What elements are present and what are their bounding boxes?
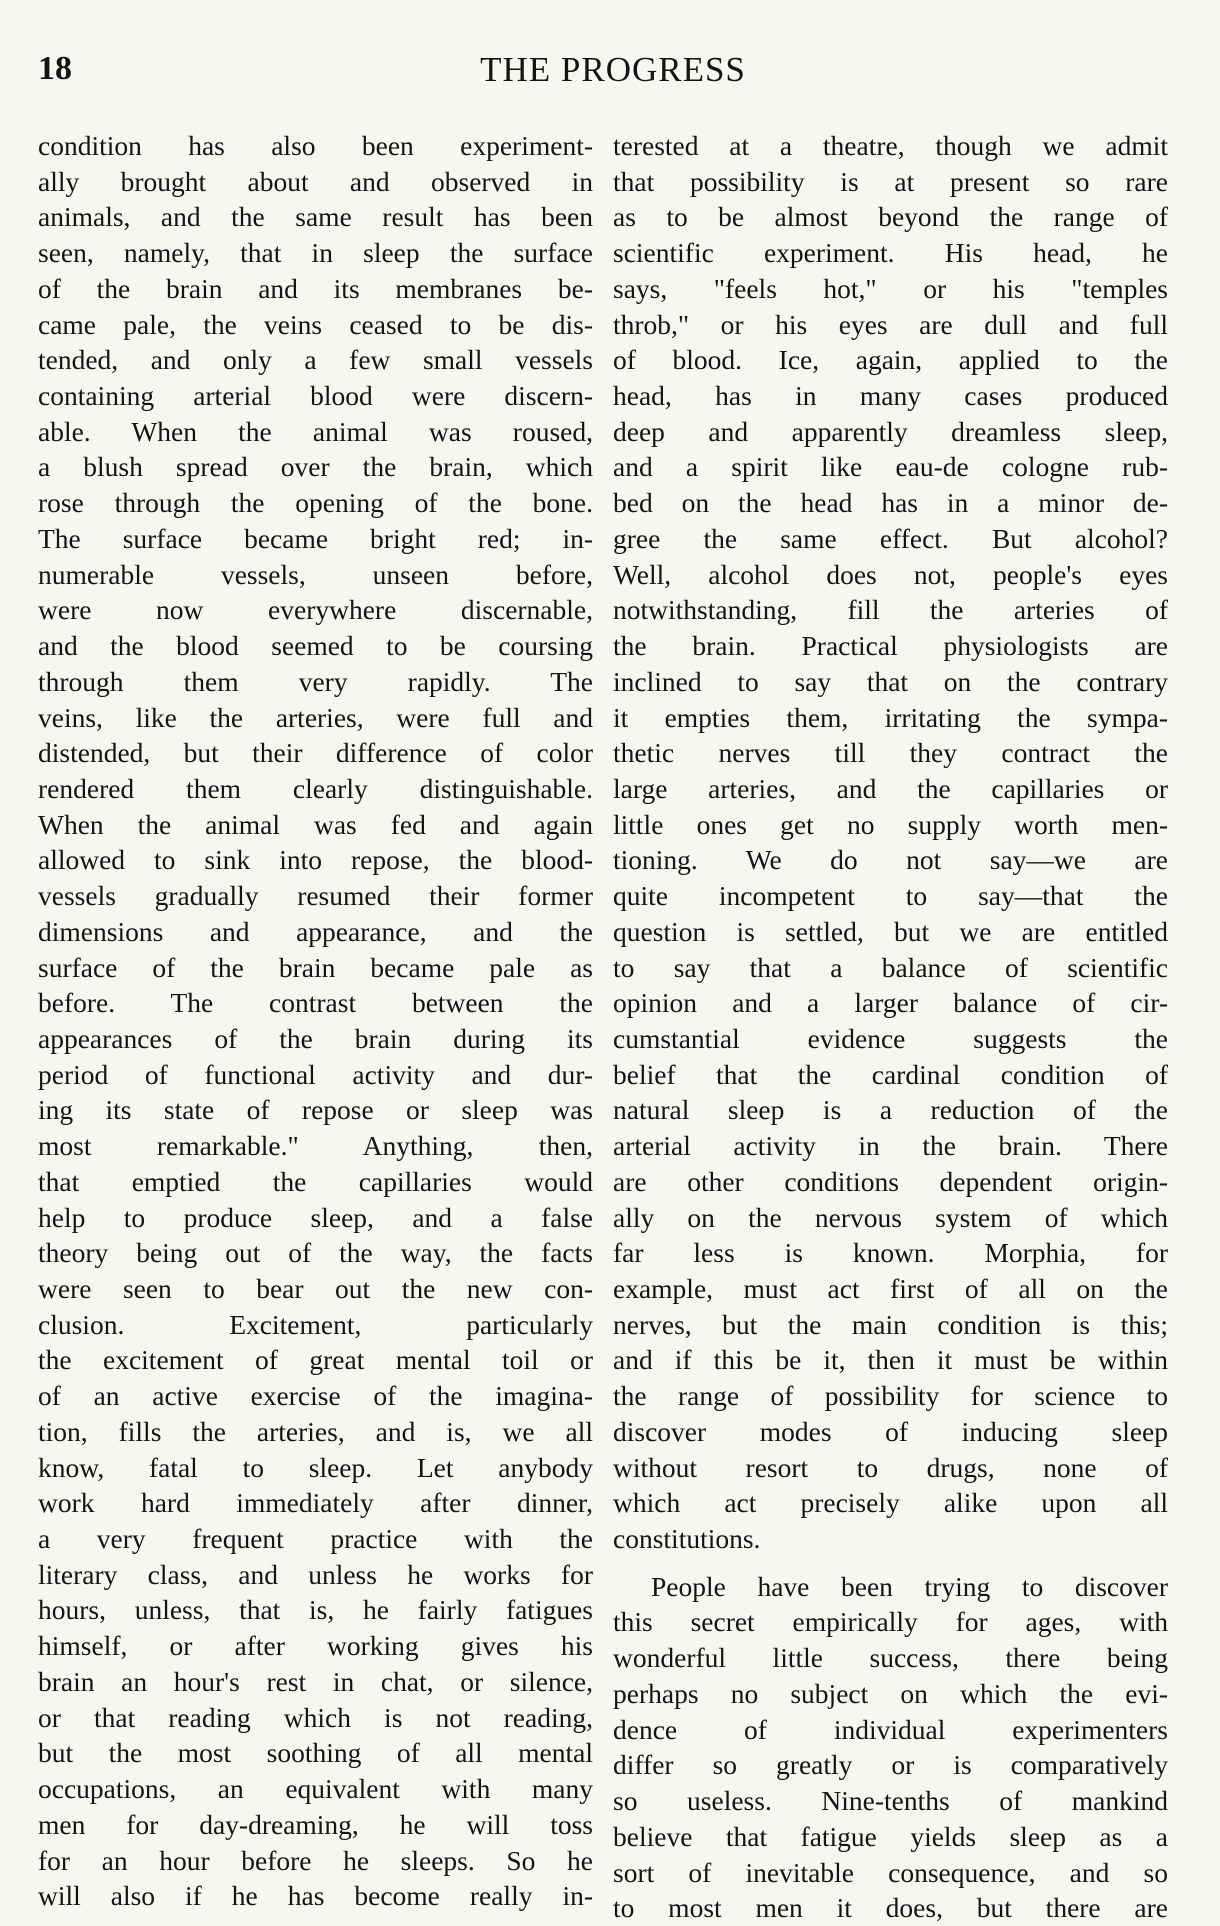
- text-line: vessels gradually resumed their former: [38, 880, 593, 912]
- text-line: tioning. We do not say—we are: [613, 844, 1168, 876]
- text-line: far less is known. Morphia, for: [613, 1237, 1168, 1269]
- text-line: were now everywhere discernable,: [38, 594, 593, 626]
- text-line: wonderful little success, there being: [613, 1642, 1168, 1674]
- text-line: dence of individual experimenters: [613, 1713, 1168, 1745]
- text-line: literary class, and unless he works for: [38, 1558, 593, 1590]
- text-line: condition has also been experiment-: [38, 130, 593, 161]
- text-line: rose through the opening of the bone.: [38, 487, 593, 519]
- text-line: tended, and only a few small vessels: [38, 344, 593, 376]
- page-header: [38, 50, 1188, 98]
- text-line: numerable vessels, unseen before,: [38, 558, 593, 590]
- paragraph-sleep-conditions: [613, 128, 1168, 1557]
- text-line: will also if he has become really in-: [38, 1880, 593, 1912]
- paragraph-gap: [613, 1557, 1168, 1569]
- text-line: as to be almost beyond the range of: [613, 201, 1168, 233]
- text-line: the range of possibility for science to: [613, 1380, 1168, 1412]
- text-line: clusion. Excitement, particularly: [38, 1308, 593, 1340]
- text-line: for an hour before he sleeps. So he: [38, 1844, 593, 1876]
- text-line: terested at a theatre, though we admit: [613, 130, 1168, 161]
- text-line: ing its state of repose or sleep was: [38, 1094, 593, 1126]
- text-line: occupations, an equivalent with many: [38, 1773, 593, 1805]
- text-line: large arteries, and the capillaries or: [613, 772, 1168, 804]
- text-line: discover modes of inducing sleep: [613, 1415, 1168, 1447]
- text-line: himself, or after working gives his: [38, 1630, 593, 1662]
- text-line: or that reading which is not reading,: [38, 1701, 593, 1733]
- text-line: question is settled, but we are entitled: [613, 915, 1168, 947]
- text-line: head, has in many cases produced: [613, 380, 1168, 412]
- text-line: bed on the head has in a minor de-: [613, 487, 1168, 519]
- text-line: example, must act first of all on the: [613, 1273, 1168, 1304]
- text-line: little ones get no supply worth men-: [613, 808, 1168, 840]
- text-line: throb," or his eyes are dull and full: [613, 308, 1168, 340]
- text-line: belief that the cardinal condition of: [613, 1058, 1168, 1090]
- text-line: period of functional activity and dur-: [38, 1058, 593, 1090]
- text-line: perhaps no subject on which the evi-: [613, 1677, 1168, 1709]
- text-line: but the most soothing of all mental: [38, 1737, 593, 1769]
- text-line: nerves, but the main condition is this;: [613, 1308, 1168, 1340]
- text-line: distended, but their difference of color: [38, 737, 593, 769]
- text-line: says, "feels hot," or his "temples: [613, 272, 1168, 304]
- text-line: quite incompetent to say—that the: [613, 880, 1168, 912]
- text-line: and if this be it, then it must be within: [613, 1344, 1168, 1376]
- text-line: ally on the nervous system of which: [613, 1201, 1168, 1233]
- text-line: brain an hour's rest in chat, or silence,: [38, 1665, 593, 1697]
- text-line: able. When the animal was roused,: [38, 415, 593, 447]
- text-line: hours, unless, that is, he fairly fatigues: [38, 1594, 593, 1626]
- text-line: to most men it does, but there are: [613, 1892, 1168, 1924]
- text-line: the brain. Practical physiologists are: [613, 630, 1168, 662]
- text-line: gree the same effect. But alcohol?: [613, 522, 1168, 554]
- text-line: sort of inevitable consequence, and so: [613, 1856, 1168, 1888]
- text-line: were seen to bear out the new con-: [38, 1273, 593, 1304]
- text-line: opinion and a larger balance of cir-: [613, 987, 1168, 1019]
- text-line: The surface became bright red; in-: [38, 522, 593, 554]
- text-line: help to produce sleep, and a false: [38, 1201, 593, 1233]
- text-line: and a spirit like eau-de cologne rub-: [613, 451, 1168, 483]
- text-line: so useless. Nine-tenths of mankind: [613, 1785, 1168, 1817]
- text-line: veins, like the arteries, were full and: [38, 701, 593, 733]
- text-line: natural sleep is a reduction of the: [613, 1094, 1168, 1126]
- text-line: containing arterial blood were discern-: [38, 380, 593, 412]
- text-line: a very frequent practice with the: [38, 1523, 593, 1555]
- text-line: that possibility is at present so rare: [613, 165, 1168, 197]
- text-line: and the blood seemed to be coursing: [38, 630, 593, 662]
- text-line: work hard immediately after dinner,: [38, 1487, 593, 1519]
- text-line: know, fatal to sleep. Let anybody: [38, 1451, 593, 1483]
- text-line: rendered them clearly distinguishable.: [38, 772, 593, 804]
- text-line: which act precisely alike upon all: [613, 1487, 1168, 1519]
- text-line: believe that fatigue yields sleep as a: [613, 1820, 1168, 1852]
- left-text-column: [38, 128, 593, 1914]
- text-line: scientific experiment. His head, he: [613, 237, 1168, 269]
- text-line: ally brought about and observed in: [38, 165, 593, 197]
- text-line: seen, namely, that in sleep the surface: [38, 237, 593, 269]
- text-line: came pale, the veins ceased to be dis-: [38, 308, 593, 340]
- text-line: to say that a balance of scientific: [613, 951, 1168, 983]
- right-text-column: [613, 128, 1168, 1926]
- text-line: appearances of the brain during its: [38, 1022, 593, 1054]
- text-line: inclined to say that on the contrary: [613, 665, 1168, 697]
- text-line: When the animal was fed and again: [38, 808, 593, 840]
- paragraph-empirical-search: [613, 1569, 1168, 1926]
- text-line: arterial activity in the brain. There: [613, 1130, 1168, 1162]
- text-line: notwithstanding, fill the arteries of: [613, 594, 1168, 626]
- text-line: it empties them, irritating the sympa-: [613, 701, 1168, 733]
- text-line: cumstantial evidence suggests the: [613, 1022, 1168, 1054]
- text-line: through them very rapidly. The: [38, 665, 593, 697]
- text-line: without resort to drugs, none of: [613, 1451, 1168, 1483]
- text-line: animals, and the same result has been: [38, 201, 593, 233]
- text-line: this secret empirically for ages, with: [613, 1606, 1168, 1638]
- text-line: deep and apparently dreamless sleep,: [613, 415, 1168, 447]
- text-line: surface of the brain became pale as: [38, 951, 593, 983]
- running-title: THE PROGRESS: [480, 50, 746, 89]
- text-line: are other conditions dependent origin-: [613, 1165, 1168, 1197]
- text-line: People have been trying to discover: [651, 1570, 1168, 1602]
- page-number: 18: [38, 50, 72, 87]
- text-line: Well, alcohol does not, people's eyes: [613, 558, 1168, 590]
- text-line: before. The contrast between the: [38, 987, 593, 1019]
- text-line: thetic nerves till they contract the: [613, 737, 1168, 769]
- text-line: of an active exercise of the imagina-: [38, 1380, 593, 1412]
- text-line: dimensions and appearance, and the: [38, 915, 593, 947]
- text-line: a blush spread over the brain, which: [38, 451, 593, 483]
- text-line: theory being out of the way, the facts: [38, 1237, 593, 1269]
- text-line: men for day-dreaming, he will toss: [38, 1808, 593, 1840]
- text-line: that emptied the capillaries would: [38, 1165, 593, 1197]
- text-line: the excitement of great mental toil or: [38, 1344, 593, 1376]
- text-line: allowed to sink into repose, the blood-: [38, 844, 593, 876]
- text-line: differ so greatly or is comparatively: [613, 1749, 1168, 1781]
- text-line: most remarkable." Anything, then,: [38, 1130, 593, 1162]
- text-line: constitutions.: [613, 1523, 761, 1555]
- text-line: tion, fills the arteries, and is, we all: [38, 1415, 593, 1447]
- text-line: of the brain and its membranes be-: [38, 272, 593, 304]
- text-line: of blood. Ice, again, applied to the: [613, 344, 1168, 376]
